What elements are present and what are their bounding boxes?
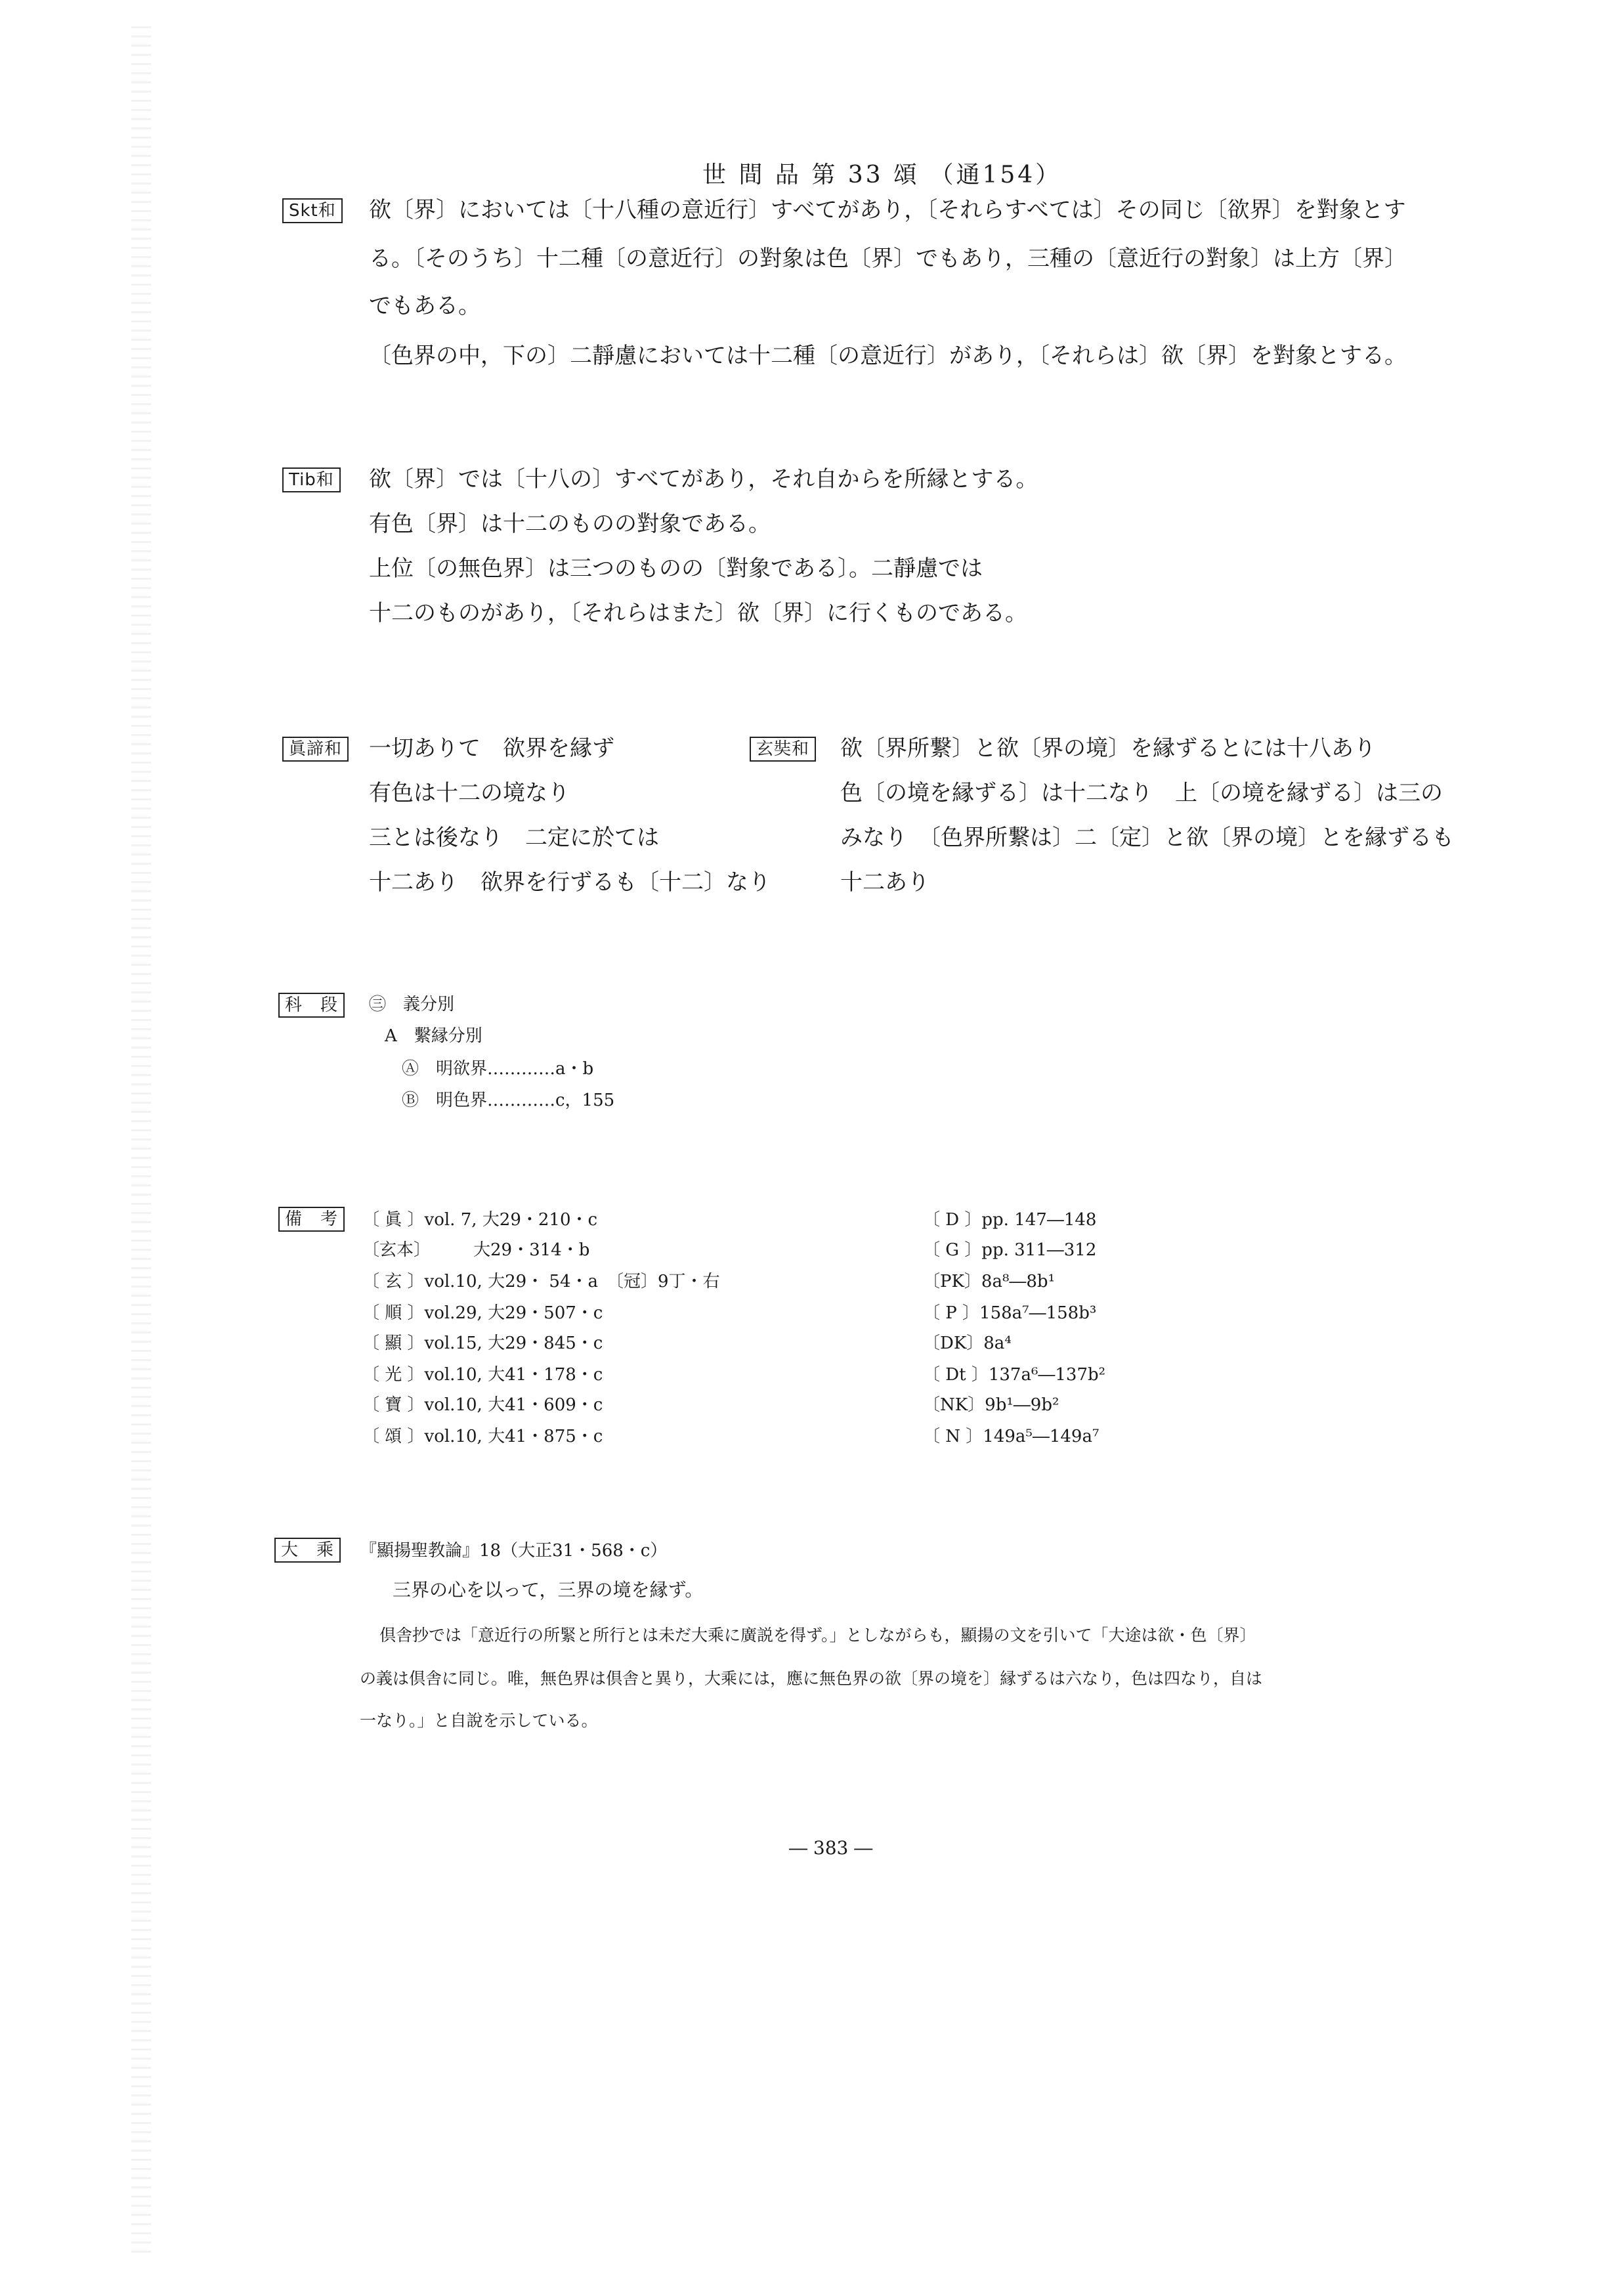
biko-left-5: 〔 顯 〕vol.15, 大29・845・c <box>362 1333 603 1353</box>
biko-right-8: 〔 N 〕149a⁵―149a⁷ <box>923 1427 1100 1446</box>
biko-left-3: 〔 玄 〕vol.10, 大29・ 54・a 〔冠〕9丁・右 <box>362 1272 720 1291</box>
biko-left-2: 〔玄本〕 大29・314・b <box>362 1240 590 1260</box>
biko-right-6: 〔 Dt 〕137a⁶―137b² <box>923 1365 1106 1385</box>
page-number: ― 383 ― <box>789 1837 873 1859</box>
genjo-line-4: 十二あり <box>840 869 930 896</box>
daijo-quote: 三界の心を以って，三界の境を縁ず。 <box>393 1579 704 1601</box>
biko-right-2: 〔 G 〕pp. 311―312 <box>923 1240 1097 1260</box>
shintai-label: 眞諦和 <box>282 737 349 762</box>
skt-line-2: る。〔そのうち〕十二種〔の意近行〕の對象は色〔界〕でもあり，三種の〔意近行の對象〕は上方〔界〕 <box>369 246 1407 272</box>
kadan-head: ㊂ 義分別 <box>369 995 455 1014</box>
shintai-line-2: 有色は十二の境なり <box>369 780 570 806</box>
tib-line-3: 上位〔の無色界〕は三つのものの〔對象である〕。二靜慮では <box>369 555 983 582</box>
biko-right-3: 〔PK〕8a⁸―8b¹ <box>923 1272 1055 1291</box>
kadan-label: 科 段 <box>278 993 345 1018</box>
biko-left-7: 〔 寶 〕vol.10, 大41・609・c <box>362 1395 603 1415</box>
skt-label: Skt和 <box>282 198 343 223</box>
tib-line-1: 欲〔界〕では〔十八の〕すべてがあり，それ自からを所縁とする。 <box>369 466 1038 492</box>
biko-right-7: 〔NK〕9b¹―9b² <box>923 1395 1059 1415</box>
tib-label: Tib和 <box>282 467 341 492</box>
genjo-line-3: みなり 〔色界所繋は〕二〔定〕と欲〔界の境〕とを縁ずるも <box>840 825 1454 851</box>
shintai-line-3: 三とは後なり 二定に於ては <box>369 825 659 851</box>
daijo-label: 大 乘 <box>274 1538 341 1563</box>
biko-right-5: 〔DK〕8a⁴ <box>923 1333 1012 1353</box>
genjo-label: 玄奘和 <box>750 737 816 762</box>
shintai-line-4: 十二あり 欲界を行ずるも〔十二〕なり <box>369 869 771 896</box>
biko-left-6: 〔 光 〕vol.10, 大41・178・c <box>362 1365 603 1385</box>
kadan-item-b: Ⓑ 明色界…………c，155 <box>402 1091 615 1110</box>
genjo-line-1: 欲〔界所繋〕と欲〔界の境〕を縁ずるとには十八あり <box>840 735 1376 762</box>
skt-line-4: 〔色界の中，下の〕二靜慮においては十二種〔の意近行〕があり，〔それらは〕欲〔界〕を對象とする。 <box>369 343 1407 369</box>
skt-line-1: 欲〔界〕においては〔十八種の意近行〕すべてがあり，〔それらすべては〕その同じ〔欲界〕を對象とす <box>369 197 1406 223</box>
genjo-line-2: 色〔の境を縁ずる〕は十二なり 上〔の境を縁ずる〕は三の <box>840 780 1443 806</box>
biko-label: 備 考 <box>278 1207 345 1232</box>
biko-right-4: 〔 P 〕158a⁷―158b³ <box>923 1303 1097 1323</box>
biko-left-4: 〔 順 〕vol.29, 大29・507・c <box>362 1303 603 1323</box>
daijo-note-3: 一なり。」と自說を示している。 <box>360 1711 598 1730</box>
daijo-note-2: の義は倶舎に同じ。唯，無色界は倶舎と異り，大乘には，應に無色界の欲〔界の境を〕縁ずるは六なり，色は四なり，自は <box>360 1669 1263 1688</box>
scan-edge-noise <box>131 26 151 2259</box>
tib-line-4: 十二のものがあり，〔それらはまた〕欲〔界〕に行くものである。 <box>369 600 1027 626</box>
daijo-note-1: 倶舎抄では「意近行の所緊と所行とは未だ大乘に廣説を得ず。」としながらも，顯揚の文を引いて「大途は欲・色〔界〕 <box>379 1626 1256 1645</box>
kadan-item-a: Ⓐ 明欲界…………a・b <box>402 1059 594 1079</box>
daijo-ref: 『顯揚聖教論』18（大正31・568・c） <box>360 1541 668 1561</box>
biko-right-1: 〔 D 〕pp. 147―148 <box>923 1210 1097 1230</box>
skt-line-3: でもある。 <box>369 293 481 319</box>
kadan-sub: A 繫縁分別 <box>385 1026 482 1046</box>
shintai-line-1: 一切ありて 欲界を縁ず <box>369 735 614 762</box>
tib-line-2: 有色〔界〕は十二のものの對象である。 <box>369 511 771 537</box>
biko-left-8: 〔 頌 〕vol.10, 大41・875・c <box>362 1427 603 1446</box>
page-title: 世 間 品 第 33 頌 （通154） <box>702 162 1062 188</box>
biko-left-1: 〔 眞 〕vol. 7, 大29・210・c <box>362 1210 598 1230</box>
